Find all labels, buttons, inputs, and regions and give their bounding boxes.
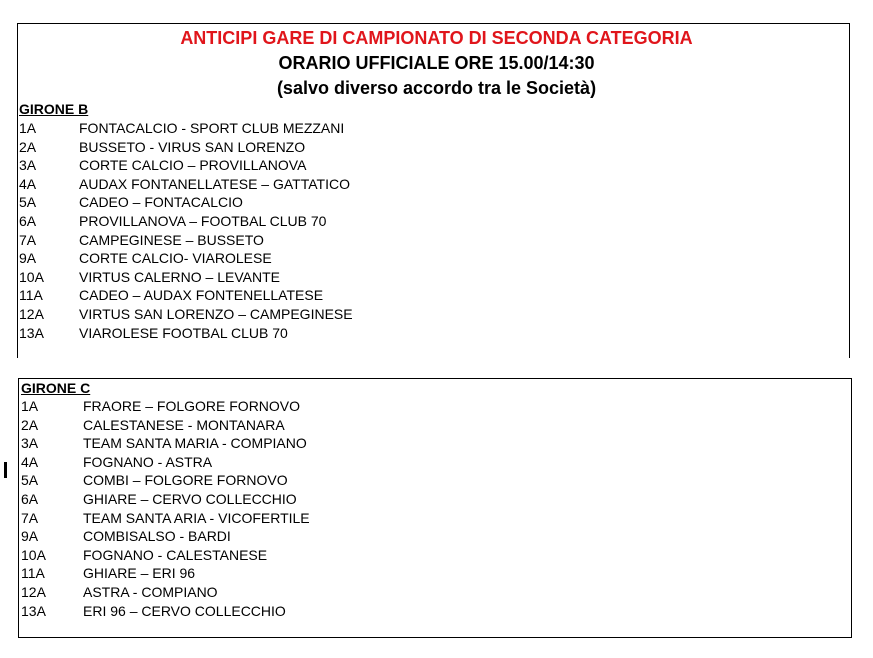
match-row	[21, 583, 521, 601]
match-row	[21, 527, 521, 545]
match-teams: CALESTANESE - MONTANARA	[83, 416, 285, 433]
match-teams: FRAORE – FOLGORE FORNOVO	[83, 398, 301, 414]
match-code: 2A	[21, 416, 39, 433]
match-row	[19, 119, 519, 137]
match-row	[19, 268, 519, 286]
schedule-note: (salvo diverso accordo tra le Società)	[276, 78, 597, 98]
match-code: 12A	[19, 306, 44, 322]
match-teams: ASTRA - COMPIANO	[83, 584, 218, 600]
girone-c-label: GIRONE C	[21, 380, 91, 396]
match-code: 7A	[21, 509, 39, 526]
match-row	[19, 175, 519, 193]
match-teams: COMBI – FOLGORE FORNOVO	[83, 472, 288, 489]
match-teams: VIRTUS CALERNO – LEVANTE	[79, 268, 280, 285]
page-title: ANTICIPI GARE DI CAMPIONATO DI SECONDA CATEGORIA	[180, 28, 693, 48]
match-code: 5A	[21, 472, 39, 489]
match-row	[19, 212, 519, 230]
match-row	[21, 434, 521, 452]
match-teams: TEAM SANTA MARIA - COMPIANO	[83, 435, 307, 452]
match-row	[19, 249, 519, 267]
match-row	[21, 490, 521, 508]
match-teams: TEAM SANTA ARIA - VICOFERTILE	[83, 509, 310, 526]
match-teams: COMBISALSO - BARDI	[83, 528, 231, 545]
match-teams: CORTE CALCIO- VIAROLESE	[79, 250, 272, 267]
match-row	[19, 324, 519, 342]
match-code: 7A	[19, 231, 37, 248]
match-row	[19, 138, 519, 156]
match-code: 6A	[21, 491, 39, 507]
match-code: 13A	[21, 602, 46, 619]
match-row	[21, 416, 521, 434]
margin-mark	[4, 462, 7, 478]
match-code: 12A	[21, 584, 46, 600]
match-code: 5A	[19, 194, 37, 211]
match-code: 13A	[19, 324, 44, 341]
match-row	[19, 231, 519, 249]
match-row	[21, 564, 521, 582]
match-teams: ERI 96 – CERVO COLLECCHIO	[83, 602, 286, 619]
schedule-subtitle: ORARIO UFFICIALE ORE 15.00/14:30	[278, 53, 595, 73]
match-code: 10A	[21, 546, 46, 563]
match-row	[21, 453, 521, 471]
match-row	[21, 471, 521, 489]
match-teams: FONTACALCIO - SPORT CLUB MEZZANI	[79, 120, 345, 136]
match-row	[21, 546, 521, 564]
match-row	[19, 305, 519, 323]
match-teams: PROVILLANOVA – FOOTBAL CLUB 70	[79, 213, 327, 229]
match-code: 10A	[19, 268, 44, 285]
match-teams: VIAROLESE FOOTBAL CLUB 70	[79, 324, 288, 341]
match-code: 3A	[19, 157, 37, 174]
match-teams: CORTE CALCIO – PROVILLANOVA	[79, 157, 307, 174]
match-code: 11A	[21, 565, 45, 582]
match-code: 4A	[21, 453, 39, 470]
match-teams: BUSSETO - VIRUS SAN LORENZO	[79, 138, 306, 155]
match-row	[21, 509, 521, 527]
match-row	[19, 156, 519, 174]
match-teams: CAMPEGINESE – BUSSETO	[79, 231, 264, 248]
match-code: 9A	[21, 528, 39, 545]
match-code: 1A	[21, 398, 39, 414]
match-code: 4A	[19, 175, 37, 192]
match-teams: AUDAX FONTANELLATESE – GATTATICO	[79, 175, 350, 192]
match-code: 11A	[19, 287, 43, 304]
match-row	[21, 602, 521, 620]
match-teams: CADEO – FONTACALCIO	[79, 194, 243, 211]
match-row	[19, 286, 519, 304]
match-code: 9A	[19, 250, 37, 267]
match-teams: GHIARE – ERI 96	[83, 565, 196, 582]
match-row	[21, 397, 521, 415]
match-code: 6A	[19, 213, 37, 229]
match-code: 1A	[19, 120, 37, 136]
match-teams: FOGNANO - ASTRA	[83, 453, 213, 470]
match-code: 3A	[21, 435, 39, 452]
match-teams: GHIARE – CERVO COLLECCHIO	[83, 491, 297, 507]
match-row	[19, 193, 519, 211]
match-teams: VIRTUS SAN LORENZO – CAMPEGINESE	[79, 306, 353, 322]
match-teams: CADEO – AUDAX FONTENELLATESE	[79, 287, 324, 304]
match-code: 2A	[19, 138, 37, 155]
girone-b-label: GIRONE B	[19, 101, 89, 117]
match-teams: FOGNANO - CALESTANESE	[83, 546, 268, 563]
